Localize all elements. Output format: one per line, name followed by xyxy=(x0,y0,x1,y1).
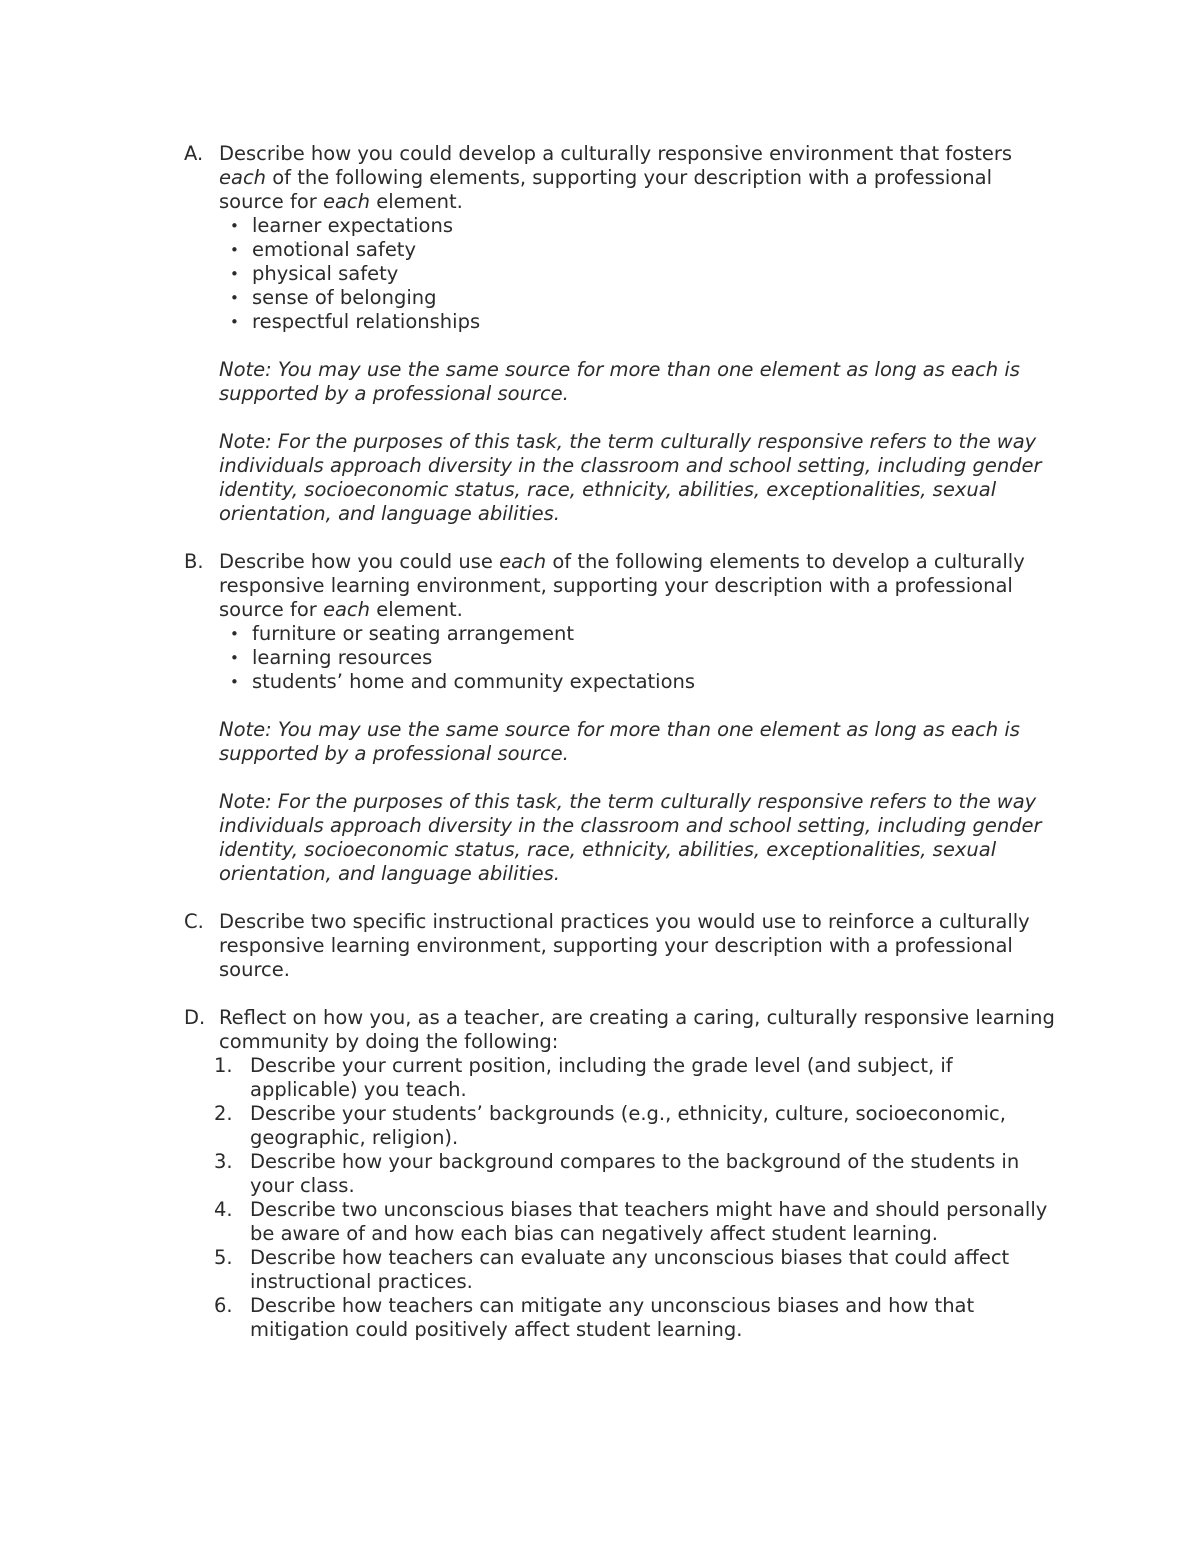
numbered-list xyxy=(214,1054,1059,1342)
list-item: • students’ home and community expectations xyxy=(230,670,696,693)
list-item: 5. Describe how teachers can evaluate any unconscious biases that could affect instructional practices. xyxy=(214,1246,1010,1293)
item-number: 2. xyxy=(214,1102,233,1125)
section-a xyxy=(0,142,1059,526)
list-item: 4. Describe two unconscious biases that teachers might have and should personally be aware of and how each bias can negatively affect student learning. xyxy=(214,1198,1048,1245)
list-item: 1. Describe your current position, including the grade level (and subject, if applicable) you teach. xyxy=(214,1054,953,1101)
bullet-list xyxy=(219,214,1059,334)
bullet-icon: • xyxy=(230,241,239,259)
note-same-source: Note: You may use the same source for more than one element as long as each is supported by a professional source. xyxy=(219,358,1020,405)
list-item: • furniture or seating arrangement xyxy=(230,622,575,645)
bullet-icon: • xyxy=(230,289,239,307)
list-item: • physical safety xyxy=(230,262,399,285)
bullet-icon: • xyxy=(230,265,239,283)
item-number: 5. xyxy=(214,1246,233,1269)
section-d xyxy=(0,1006,1059,1342)
note-same-source: Note: You may use the same source for more than one element as long as each is supported by a professional source. xyxy=(219,718,1020,765)
list-item: 6. Describe how teachers can mitigate any unconscious biases and how that mitigation could positively affect student learning. xyxy=(214,1294,975,1341)
bullet-icon: • xyxy=(230,625,239,643)
bullet-list xyxy=(219,622,1059,694)
bullet-icon: • xyxy=(230,313,239,331)
section-c xyxy=(0,910,1059,982)
bullet-icon: • xyxy=(230,217,239,235)
item-number: 1. xyxy=(214,1054,233,1077)
section-intro: Describe how you could develop a culturally responsive environment that fosters each of the following elements, supporting your description with a professional source for each element. xyxy=(219,142,1013,213)
list-item: 3. Describe how your background compares to the background of the students in your class. xyxy=(214,1150,1020,1197)
list-item: • sense of belonging xyxy=(230,286,437,309)
bullet-icon: • xyxy=(230,649,239,667)
section-letter: B. xyxy=(184,550,204,573)
section-text: Reflect on how you, as a teacher, are creating a caring, culturally responsive learning community by doing the following: xyxy=(219,1006,1055,1053)
list-item: • emotional safety xyxy=(230,238,416,261)
list-item: 2. Describe your students’ backgrounds (e.g., ethnicity, culture, socioeconomic, geographic, religion). xyxy=(214,1102,1006,1149)
section-intro: Describe how you could use each of the following elements to develop a culturally responsive learning environment, supporting your description with a professional source for each element. xyxy=(219,550,1025,621)
section-letter: C. xyxy=(184,910,204,933)
bullet-icon: • xyxy=(230,673,239,691)
list-item: • learner expectations xyxy=(230,214,454,237)
list-item: • learning resources xyxy=(230,646,433,669)
note-definition: Note: For the purposes of this task, the term culturally responsive refers to the way individuals approach diversity in the classroom and school setting, including gender identity, socioeconomic status, race, ethnicity, abilities, exceptionalities, sexual orientation, and language abilities. xyxy=(219,430,1042,525)
document-page xyxy=(0,142,1200,1366)
section-letter: D. xyxy=(184,1006,206,1029)
note-definition: Note: For the purposes of this task, the term culturally responsive refers to the way individuals approach diversity in the classroom and school setting, including gender identity, socioeconomic status, race, ethnicity, abilities, exceptionalities, sexual orientation, and language abilities. xyxy=(219,790,1042,885)
list-item: • respectful relationships xyxy=(230,310,481,333)
section-letter: A. xyxy=(184,142,204,165)
section-b xyxy=(0,550,1059,886)
item-number: 6. xyxy=(214,1294,233,1317)
item-number: 4. xyxy=(214,1198,233,1221)
section-text: Describe two specific instructional practices you would use to reinforce a culturally responsive learning environment, supporting your description with a professional source. xyxy=(219,910,1030,981)
item-number: 3. xyxy=(214,1150,233,1173)
